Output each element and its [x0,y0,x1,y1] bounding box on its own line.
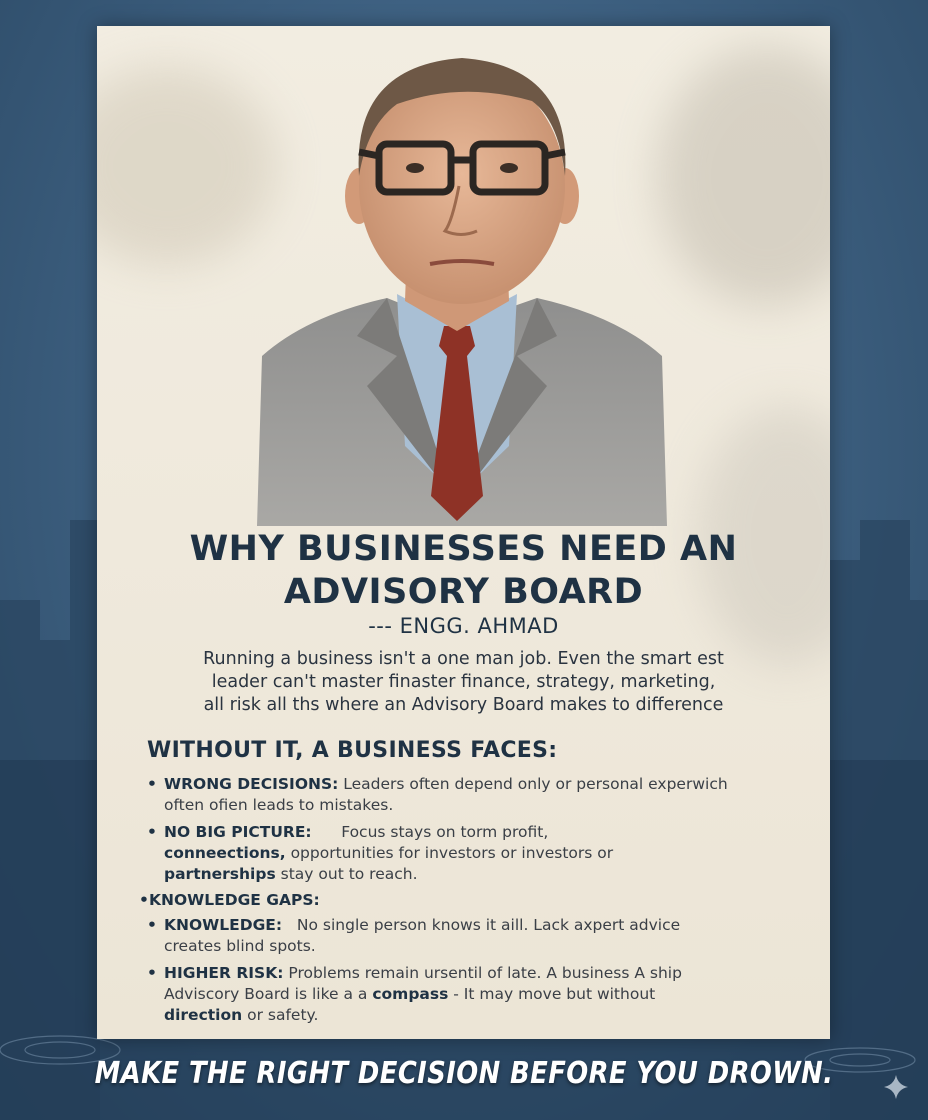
point-text: Adviscory Board is like a a [164,985,373,1003]
author-byline: --- ENGG. AHMAD [368,614,559,638]
point-label: KNOWLEDGE GAPS: [149,891,320,909]
sparkle-icon [883,1074,909,1100]
bullet: • [147,775,157,793]
point-text-bold: direction [164,1006,243,1024]
point-text: Focus stays on torm profit, [311,823,549,841]
point-text: - It may move but without [448,985,656,1003]
list-item-knowledge [147,915,817,957]
intro-line: Running a business isn't a one man job. Even the smart est [203,649,724,669]
intro-line: leader can't master finaster finance, strategy, marketing, [211,672,716,692]
point-label: WRONG DECISIONS: [164,775,339,793]
point-label: HIGHER RISK: [164,964,284,982]
title-line-1: WHY BUSINESSES NEED AN [189,529,738,569]
poster-card [97,26,830,1039]
list-item-knowledge-gaps [139,890,809,911]
poster-title [97,528,830,614]
point-text-bold: conneections, [164,844,286,862]
list-item-wrong-decisions [147,774,817,816]
title-line-2: ADVISORY BOARD [283,572,644,612]
point-text: creates blind spots. [164,937,316,955]
bullet: • [139,891,149,909]
man-in-suit-portrait [247,26,677,526]
point-text: stay out to reach. [275,865,418,883]
point-text-bold: partnerships [164,865,276,883]
watercolor-wash [657,46,830,306]
section-heading: WITHOUT IT, A BUSINESS FACES: [147,738,558,763]
point-label: KNOWLEDGE: [164,916,283,934]
point-text-bold: compass [372,985,449,1003]
point-text: No single person knows it aill. Lack axpert advice [282,916,681,934]
bullet: • [147,964,157,982]
point-text: often ofien leads to mistakes. [164,796,394,814]
intro-line: all risk all ths where an Advisory Board makes to difference [203,695,724,715]
intro-paragraph [127,648,800,717]
point-text: Leaders often depend only or personal experwich [338,775,728,793]
bullet: • [147,823,157,841]
point-text: or safety. [242,1006,319,1024]
list-item-higher-risk [147,963,817,1026]
footer-tagline: MAKE THE RIGHT DECISION BEFORE YOU DROWN. [94,1056,834,1091]
point-text: opportunities for investors or investors or [285,844,614,862]
bullet: • [147,916,157,934]
point-text: Problems remain ursentil of late. A business A ship [283,964,682,982]
list-item-no-big-picture [147,822,817,885]
point-label: NO BIG PICTURE: [164,823,312,841]
